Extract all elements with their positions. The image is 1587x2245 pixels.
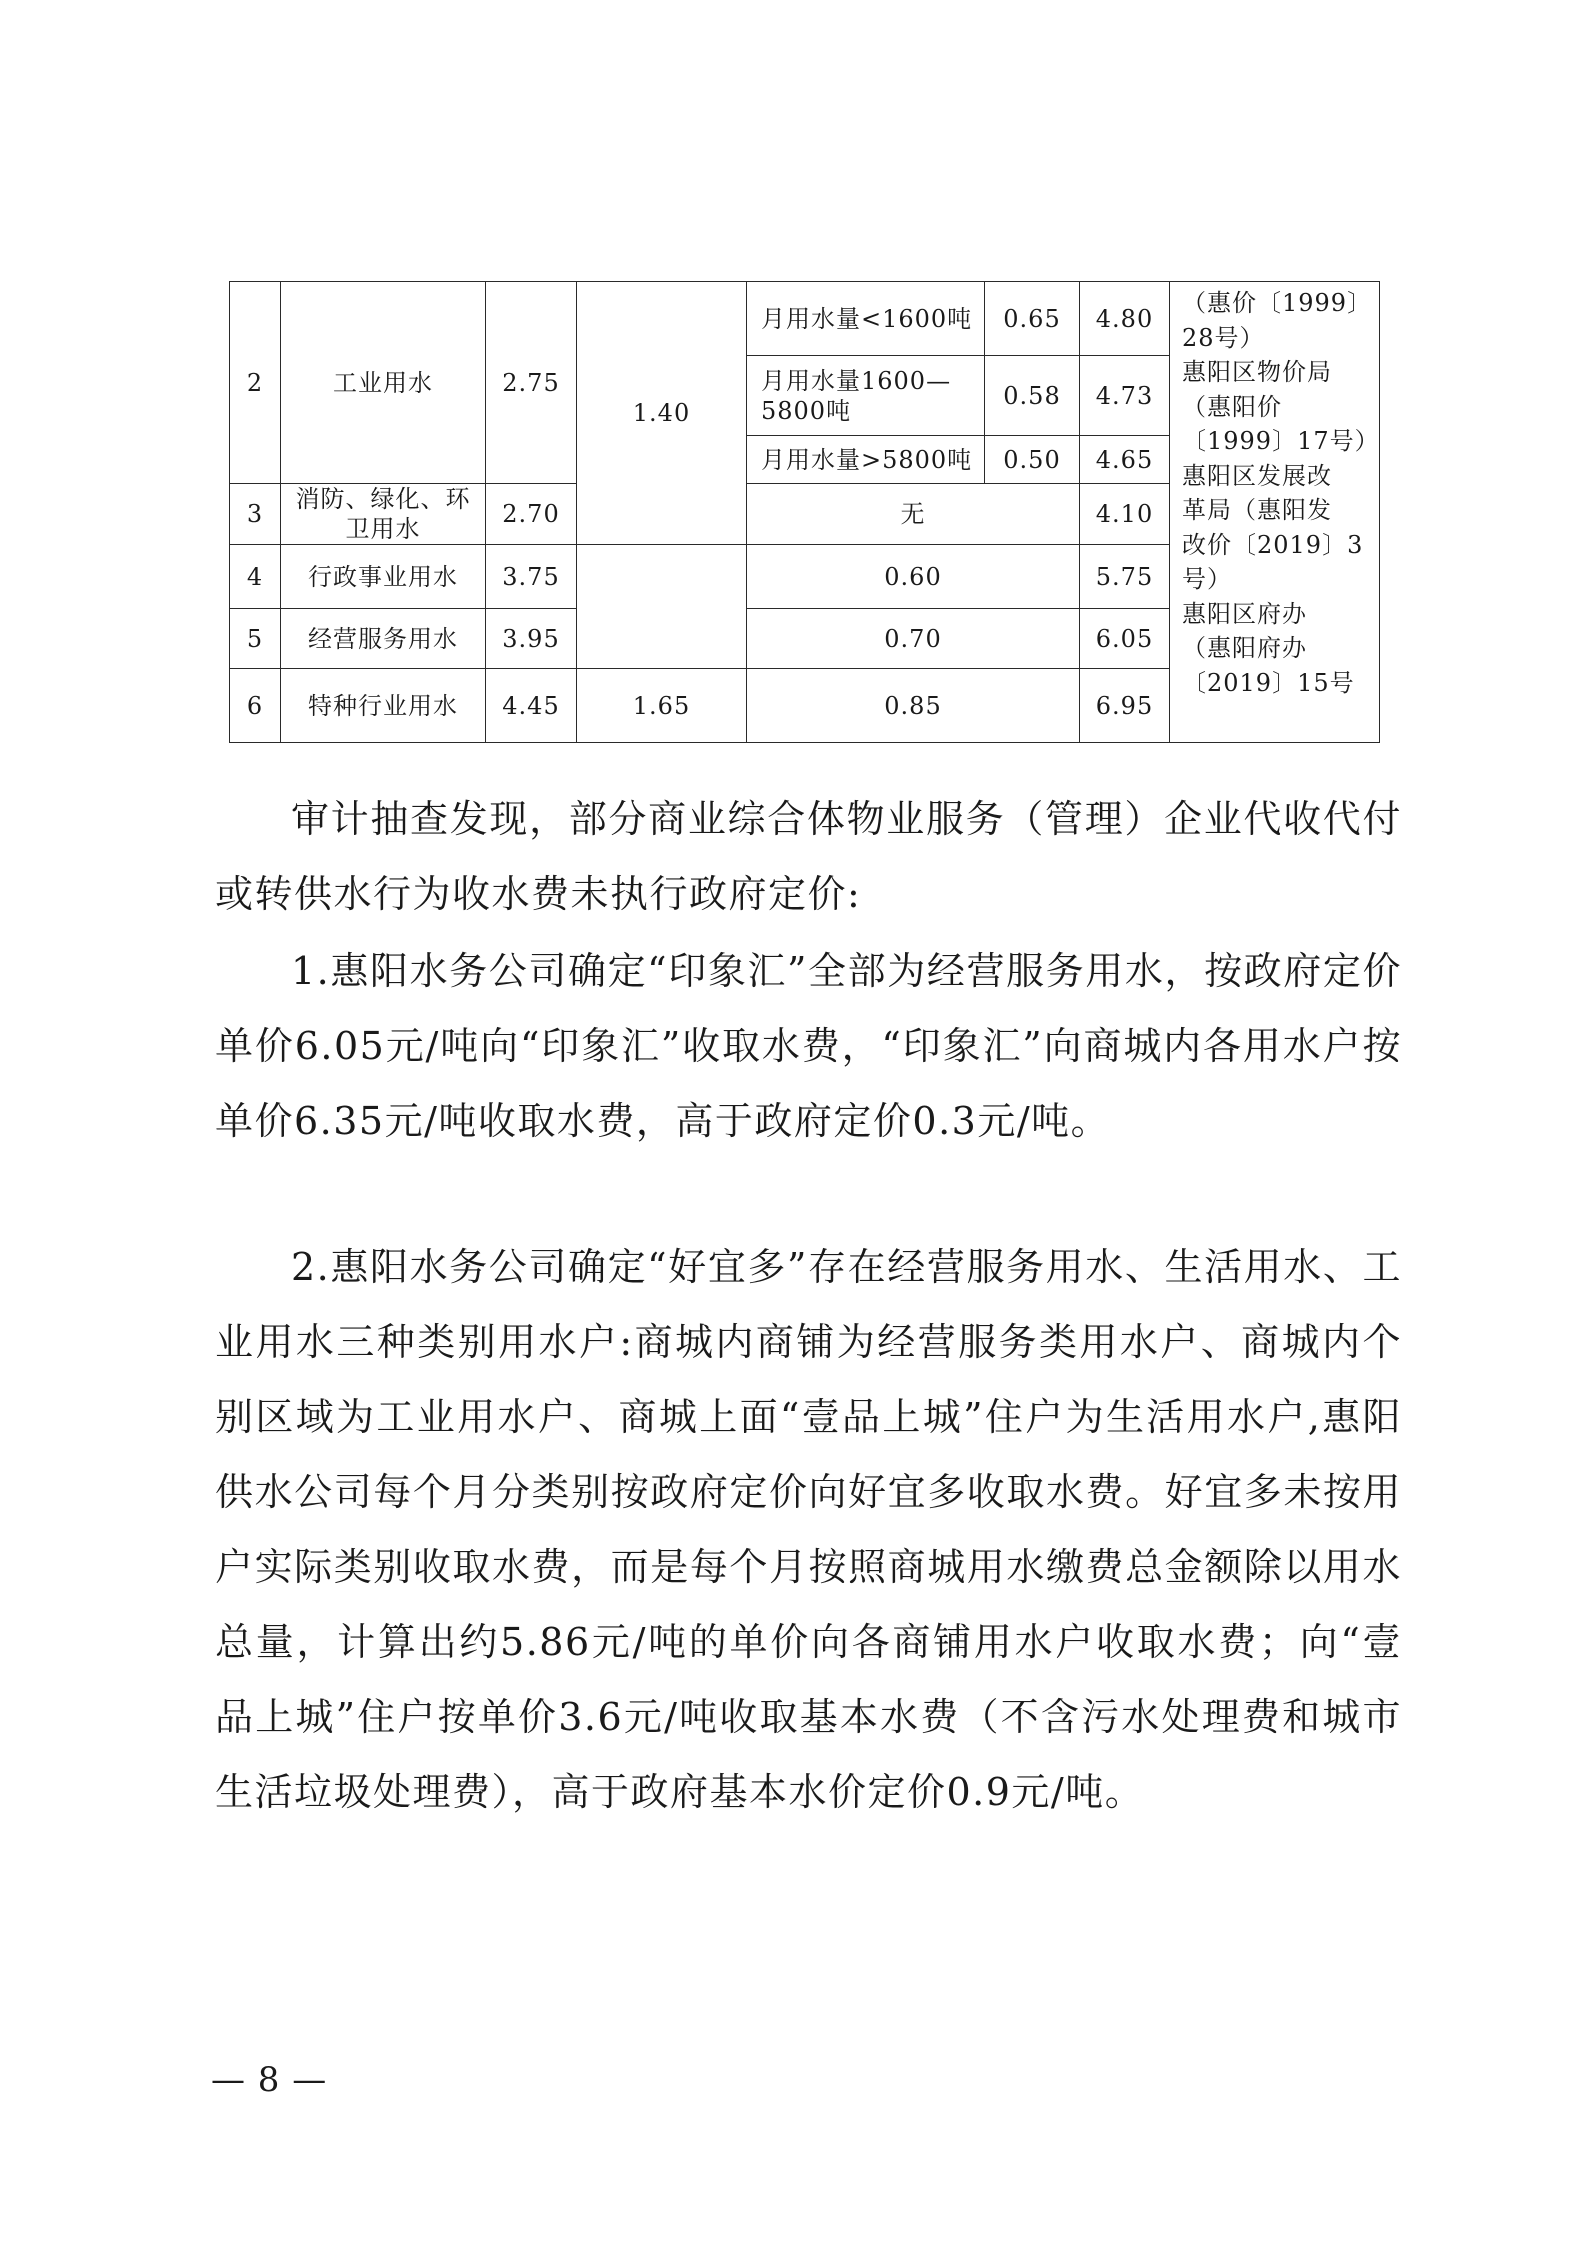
water-category: 消防、绿化、环卫用水 <box>281 484 486 545</box>
basis-line: 革局（惠阳发 <box>1182 496 1332 524</box>
tier-range: 月用水量1600—5800吨 <box>747 356 985 436</box>
total-price: 4.10 <box>1080 484 1170 545</box>
tier-price: 0.65 <box>985 282 1080 356</box>
basis-line: 惠阳区府办 <box>1182 599 1307 628</box>
basic-price: 4.45 <box>486 669 577 743</box>
surcharge: 无 <box>747 484 1080 545</box>
pricing-basis-cell <box>1170 282 1380 743</box>
water-category: 经营服务用水 <box>281 609 486 669</box>
tier-range: 月用水量>5800吨 <box>747 436 985 484</box>
surcharge: 0.85 <box>747 669 1080 743</box>
water-tariff-table <box>229 281 1380 743</box>
basis-line: 惠阳区发展改 <box>1182 461 1332 490</box>
basis-line: 惠阳区物价局 <box>1182 358 1332 386</box>
basic-price: 2.70 <box>486 484 577 545</box>
table-row <box>230 282 1380 356</box>
tier-range: 月用水量<1600吨 <box>747 282 985 356</box>
basis-line: 28号） <box>1182 323 1265 352</box>
basis-line: 〔1999〕17号） <box>1182 427 1380 455</box>
water-category: 行政事业用水 <box>281 545 486 609</box>
tier-total: 4.65 <box>1080 436 1170 484</box>
finding-item-2: 2.惠阳水务公司确定“好宜多”存在经营服务用水、生活用水、工业用水三种类别用水户:商城内商铺为经营服务类用水户、商城内个别区域为工业用水户、商城上面“壹品上城”住户为生活用水户,惠阳供水公司每个月分类别按政府定价向好宜多收取水费。好宜多未按用户实际类别收取水费，而是每个月按照商城用水缴费总金额除以用水总量，计算出约5.86元/吨的单价向各商铺用水户收取水费；向“壹品上城”住户按单价3.6元/吨收取基本水费（不含污水处理费和城市生活垃圾处理费），高于政府基本水价定价0.9元/吨。 <box>215 1245 1402 1814</box>
water-category: 工业用水 <box>281 282 486 484</box>
basis-line: （惠阳价 <box>1182 392 1282 421</box>
basis-line: 〔2019〕15号 <box>1182 668 1355 697</box>
row-number: 2 <box>230 282 281 484</box>
surcharge: 0.70 <box>747 609 1080 669</box>
total-price: 6.95 <box>1080 669 1170 743</box>
tier-total: 4.80 <box>1080 282 1170 356</box>
treatment-fee: 1.65 <box>577 669 747 743</box>
row-number: 5 <box>230 609 281 669</box>
tier-price: 0.50 <box>985 436 1080 484</box>
row-number: 6 <box>230 669 281 743</box>
treatment-fee-blank <box>577 545 747 669</box>
basis-line: 改价〔2019〕3 <box>1182 530 1364 559</box>
total-price: 6.05 <box>1080 609 1170 669</box>
row-number: 3 <box>230 484 281 545</box>
surcharge: 0.60 <box>747 545 1080 609</box>
audit-finding-intro: 审计抽查发现，部分商业综合体物业服务（管理）企业代收代付或转供水行为收水费未执行政府定价: <box>215 797 1402 916</box>
tier-price: 0.58 <box>985 356 1080 436</box>
finding-item-1: 1.惠阳水务公司确定“印象汇”全部为经营服务用水，按政府定价单价6.05元/吨向“印象汇”收取水费，“印象汇”向商城内各用水户按单价6.35元/吨收取水费，高于政府定价0.3元/吨。 <box>215 949 1402 1143</box>
basic-price: 3.75 <box>486 545 577 609</box>
basic-price: 2.75 <box>486 282 577 484</box>
basis-line: 号） <box>1182 565 1232 593</box>
total-price: 5.75 <box>1080 545 1170 609</box>
basic-price: 3.95 <box>486 609 577 669</box>
water-category: 特种行业用水 <box>281 669 486 743</box>
page-number: — 8 — <box>211 2060 328 2100</box>
basis-line: （惠阳府办 <box>1182 634 1307 662</box>
treatment-fee: 1.40 <box>577 282 747 545</box>
row-number: 4 <box>230 545 281 609</box>
tier-total: 4.73 <box>1080 356 1170 436</box>
basis-line: （惠价〔1999〕 <box>1182 289 1373 317</box>
